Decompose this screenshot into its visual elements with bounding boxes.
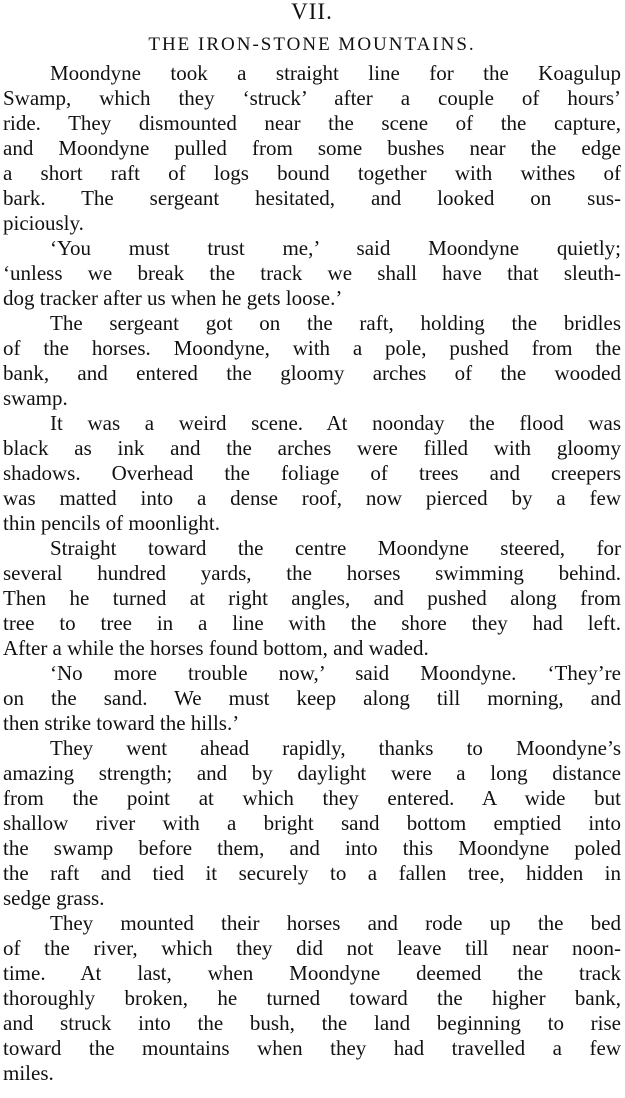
paragraph [3, 236, 621, 311]
text-line: ‘No more trouble now,’ said Moondyne. ‘They’re [50, 661, 621, 685]
paragraph [3, 411, 621, 536]
text-line: thin pencils of moonlight. [3, 511, 220, 535]
text-line: dog tracker after us when he gets loose.’ [3, 286, 343, 310]
paragraph [3, 536, 621, 661]
text-line: ride. They dismounted near the scene of the capture, [3, 111, 621, 135]
chapter-body [3, 61, 621, 1086]
text-line: the swamp before them, and into this Moondyne poled [3, 836, 621, 860]
text-line: of the horses. Moondyne, with a pole, pushed from the [3, 336, 621, 360]
text-line: shadows. Overhead the foliage of trees and creepers [3, 461, 621, 485]
text-line: amazing strength; and by daylight were a long distance [3, 761, 621, 785]
paragraph [3, 911, 621, 1086]
text-line: sedge grass. [3, 886, 105, 910]
text-line: toward the mountains when they had travelled a few [3, 1036, 621, 1060]
text-line: After a while the horses found bottom, and waded. [3, 636, 429, 660]
text-line: tree to tree in a line with the shore they had left. [3, 611, 621, 635]
chapter-title: THE IRON-STONE MOUNTAINS. [148, 34, 476, 55]
text-line: shallow river with a bright sand bottom emptied into [3, 811, 621, 835]
text-line: They mounted their horses and rode up the bed [50, 911, 621, 935]
text-line: ‘You must trust me,’ said Moondyne quietly; [50, 236, 621, 260]
text-line: They went ahead rapidly, thanks to Moondyne’s [50, 736, 621, 760]
text-line: Swamp, which they ‘struck’ after a couple of hours’ [3, 86, 621, 110]
text-line: ‘unless we break the track we shall have that sleuth- [3, 261, 621, 285]
text-line: of the river, which they did not leave till near noon- [3, 936, 621, 960]
text-line: on the sand. We must keep along till morning, and [3, 686, 621, 710]
text-line: Moondyne took a straight line for the Koagulup [50, 61, 621, 85]
text-line: black as ink and the arches were filled with gloomy [3, 436, 621, 460]
text-line: was matted into a dense roof, now pierced by a few [3, 486, 621, 510]
text-line: piciously. [3, 211, 84, 235]
text-line: from the point at which they entered. A wide but [3, 786, 621, 810]
paragraph [3, 736, 621, 911]
text-line: bank, and entered the gloomy arches of the wooded [3, 361, 621, 385]
text-line: It was a weird scene. At noonday the flood was [50, 411, 621, 435]
paragraph [3, 61, 621, 236]
paragraph [3, 661, 621, 736]
text-line: several hundred yards, the horses swimming behind. [3, 561, 621, 585]
text-line: the raft and tied it securely to a fallen tree, hidden in [3, 861, 621, 885]
text-line: thoroughly broken, he turned toward the higher bank, [3, 986, 621, 1010]
text-line: miles. [3, 1061, 54, 1085]
text-line: bark. The sergeant hesitated, and looked on sus- [3, 186, 621, 210]
paragraph [3, 311, 621, 411]
text-line: Then he turned at right angles, and pushed along from [3, 586, 621, 610]
text-line: then strike toward the hills.’ [3, 711, 240, 735]
book-page [3, 0, 621, 1086]
text-line: a short raft of logs bound together with withes of [3, 161, 621, 185]
text-line: Straight toward the centre Moondyne steered, for [50, 536, 621, 560]
text-line: time. At last, when Moondyne deemed the track [3, 961, 621, 985]
text-line: The sergeant got on the raft, holding the bridles [50, 311, 621, 335]
text-line: swamp. [3, 386, 68, 410]
chapter-number: VII. [291, 0, 333, 24]
text-line: and Moondyne pulled from some bushes near the edge [3, 136, 621, 160]
text-line: and struck into the bush, the land beginning to rise [3, 1011, 621, 1035]
